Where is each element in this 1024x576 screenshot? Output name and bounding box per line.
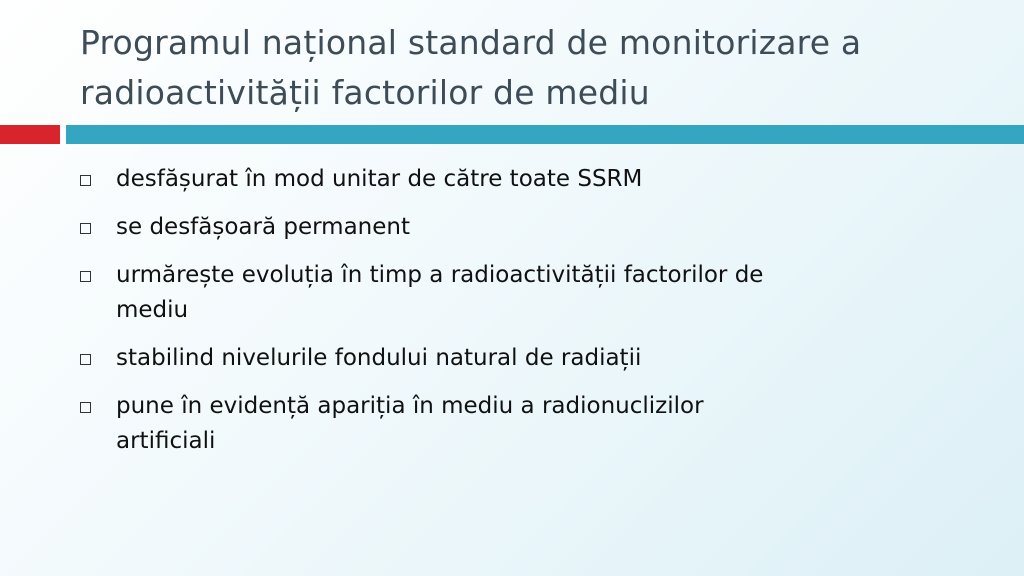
accent-bar-teal — [66, 125, 1024, 144]
hollow-square-icon — [80, 223, 91, 234]
bullet-item — [80, 210, 940, 245]
bullet-text: stabilind nivelurile fondului natural de radiații — [116, 345, 642, 371]
bullet-text-line-1: urmărește evoluția în timp a radioactivității factorilor de — [116, 262, 764, 288]
bullet-item — [80, 258, 940, 328]
bullet-text-line-2: mediu — [116, 297, 189, 323]
hollow-square-icon — [80, 354, 91, 365]
hollow-square-icon — [80, 271, 91, 282]
slide-title-line-1: Programul național standard de monitorizare a — [80, 23, 862, 62]
hollow-square-icon — [80, 402, 91, 413]
bullet-item — [80, 389, 940, 459]
bullet-list — [80, 162, 940, 472]
bullet-text-line-1: pune în evidență apariția în mediu a radionuclizilor — [116, 393, 704, 419]
bullet-item — [80, 341, 940, 376]
bullet-text: desfășurat în mod unitar de către toate SSRM — [116, 166, 643, 192]
slide-title-line-2: radioactivității factorilor de mediu — [80, 73, 650, 112]
accent-bar-red — [0, 125, 60, 144]
hollow-square-icon — [80, 175, 91, 186]
bullet-text-line-2: artificiali — [116, 428, 216, 454]
bullet-item — [80, 162, 940, 197]
bullet-text: se desfășoară permanent — [116, 214, 411, 240]
slide-title — [80, 18, 980, 118]
